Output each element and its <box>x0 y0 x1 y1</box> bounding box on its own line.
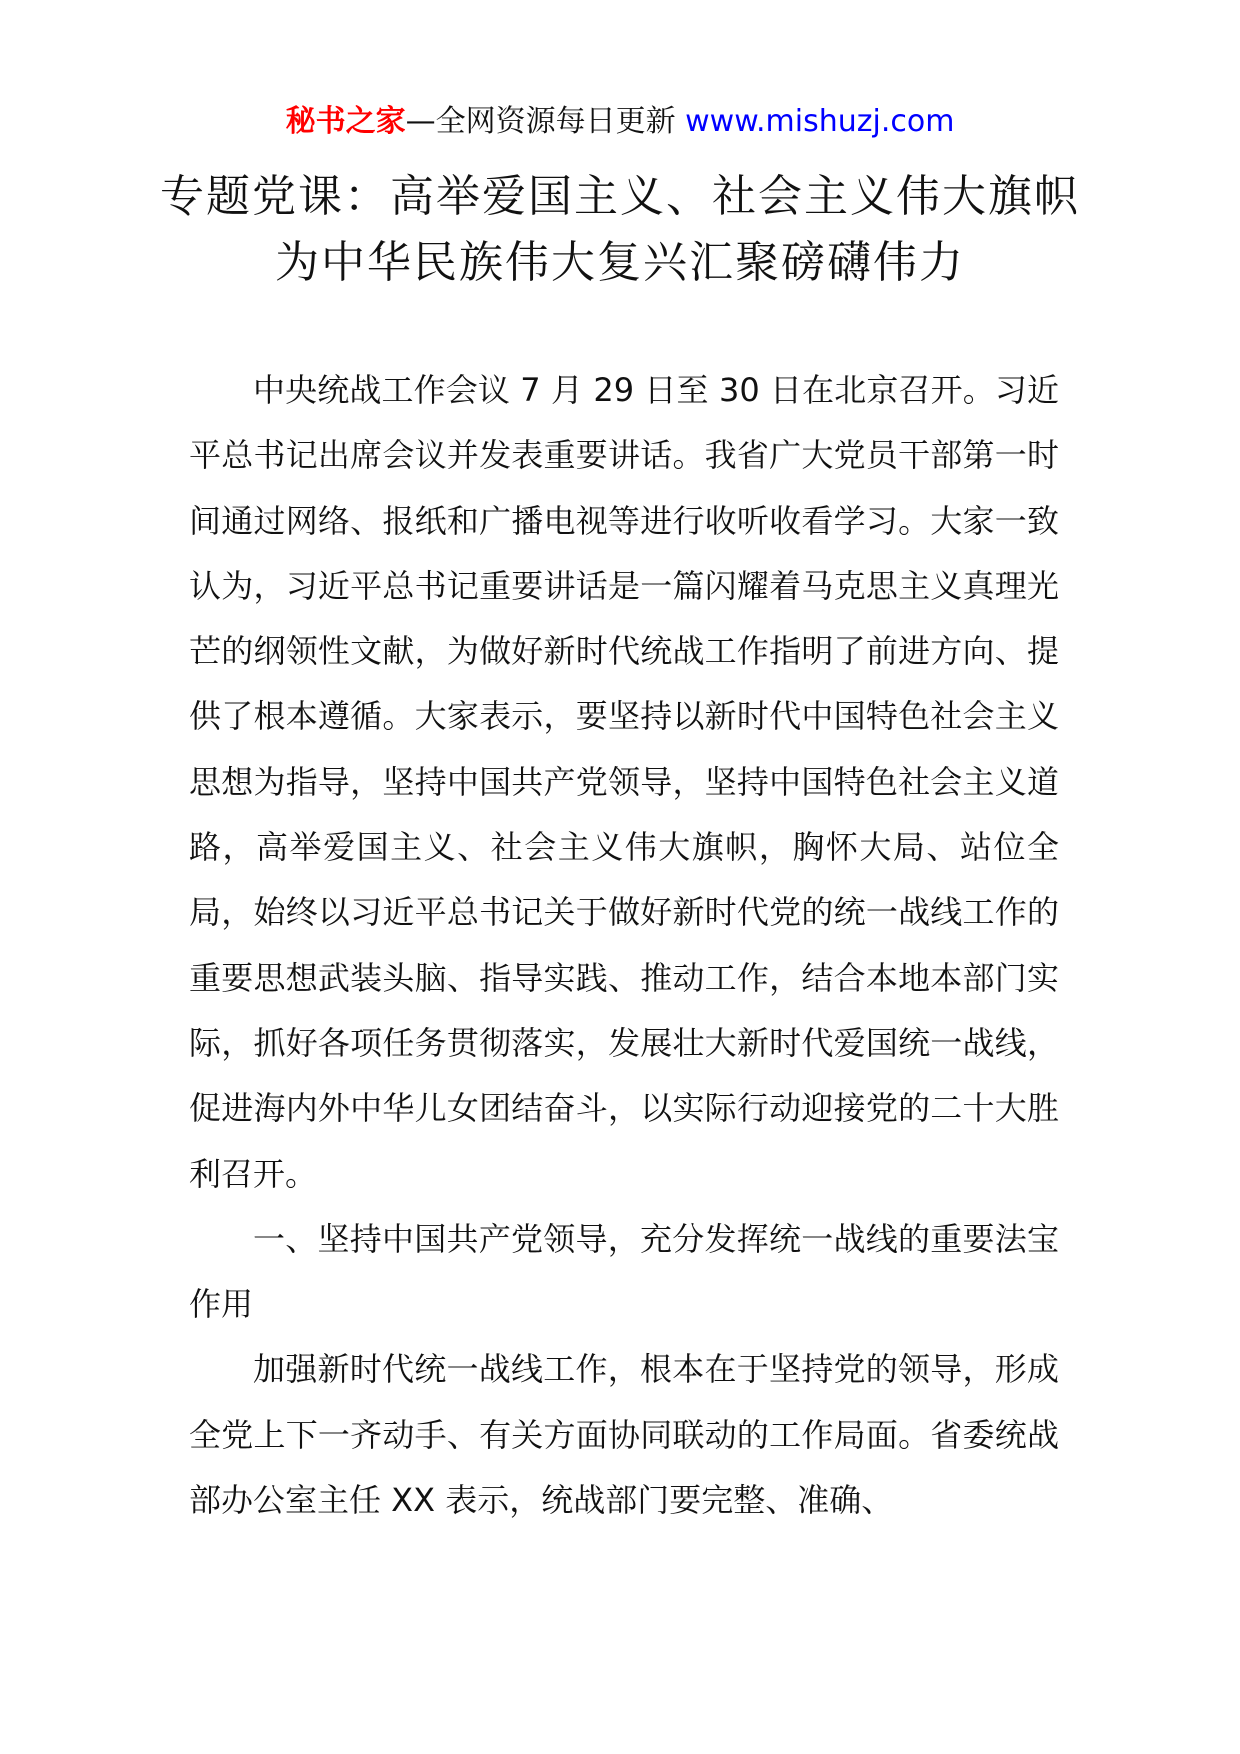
document-title: 专题党课：高举爱国主义、社会主义伟大旗帜为中华民族伟大复兴汇聚磅礴伟力 <box>160 171 1080 288</box>
paragraph-intro: 中央统战工作会议 7 月 29 日至 30 日在北京召开。习近平总书记出席会议并发表重要讲话。我省广大党员干部第一时间通过网络、报纸和广播电视等进行收听收看学习。大家一致认为，习近平总书记重要讲话是一篇闪耀着马克思主义真理光芒的纲领性文献，为做好新时代统战工作指明了前进方向、提供了根本遵循。大家表示，要坚持以新时代中国特色社会主义思想为指导，坚持中国共产党领导，坚持中国特色社会主义道路，高举爱国主义、社会主义伟大旗帜，胸怀大局、站位全局，始终以习近平总书记关于做好新时代党的统一战线工作的重要思想武装头脑、指导实践、推动工作，结合本地本部门实际，抓好各项任务贯彻落实，发展壮大新时代爱国统一战线，促进海内外中华儿女团结奋斗，以实际行动迎接党的二十大胜利召开。 <box>189 371 1059 1193</box>
document-body <box>189 358 1059 1533</box>
site-link[interactable]: www.mishuzj.com <box>685 104 955 139</box>
header-tagline: —全网资源每日更新 <box>405 104 676 139</box>
section-heading: 一、坚持中国共产党领导，充分发挥统一战线的重要法宝作用 <box>189 1219 1059 1324</box>
brand-name: 秘书之家 <box>285 104 406 139</box>
paragraph-section-1: 加强新时代统一战线工作，根本在于坚持党的领导，形成全党上下一齐动手、有关方面协同联动的工作局面。省委统战部办公室主任 XX 表示，统战部门要完整、准确、 <box>189 1350 1059 1520</box>
site-header <box>0 102 1240 142</box>
